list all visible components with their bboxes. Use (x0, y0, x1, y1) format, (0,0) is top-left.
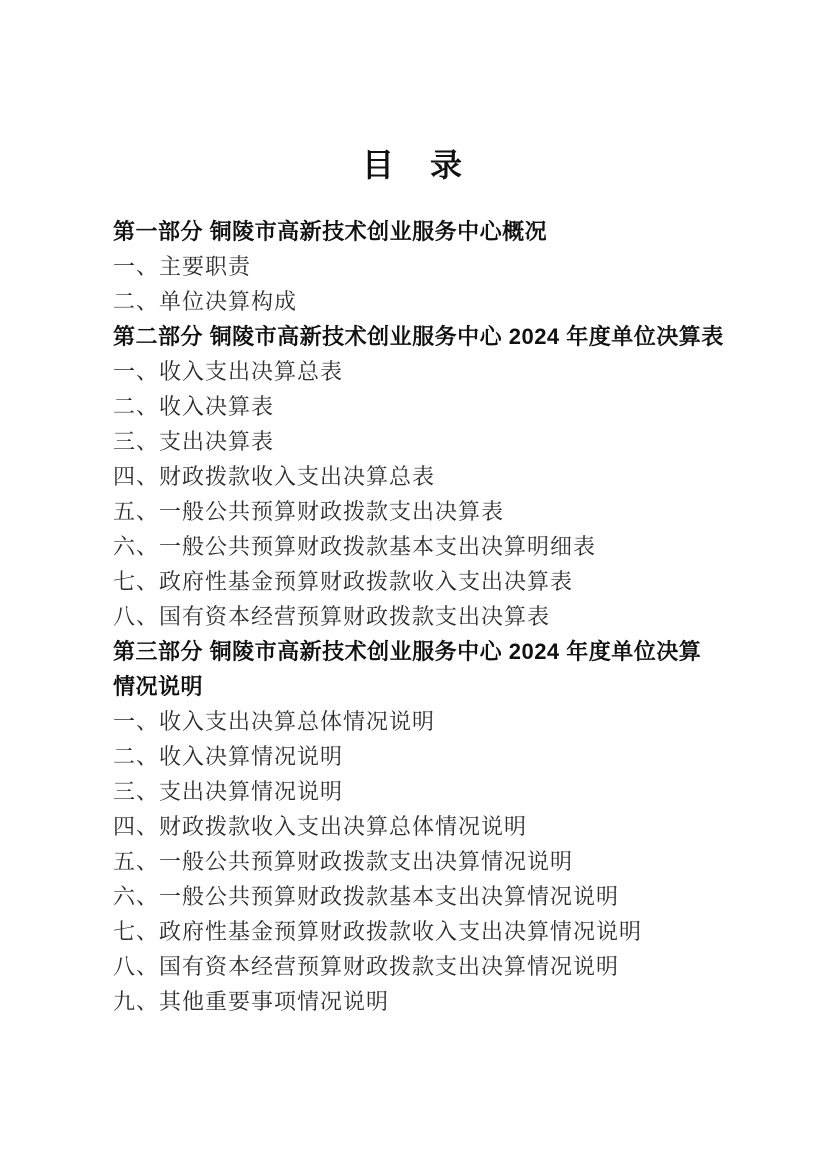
toc-item: 八、国有资本经营预算财政拨款支出决算表 (113, 604, 551, 629)
toc-item: 五、一般公共预算财政拨款支出决算情况说明 (113, 849, 574, 874)
section-3-heading: 第三部分 铜陵市高新技术创业服务中心 2024 年度单位决算情况说明 (113, 639, 702, 699)
toc-item: 二、收入决算情况说明 (113, 744, 344, 769)
toc-item: 二、单位决算构成 (113, 289, 298, 314)
toc-item: 七、政府性基金预算财政拨款收入支出决算表 (113, 569, 574, 594)
toc-item: 五、一般公共预算财政拨款支出决算表 (113, 499, 505, 524)
toc-item: 九、其他重要事项情况说明 (113, 989, 390, 1014)
toc-item: 四、财政拨款收入支出决算总表 (113, 464, 436, 489)
toc-item: 四、财政拨款收入支出决算总体情况说明 (113, 814, 528, 839)
toc-item: 一、收入支出决算总体情况说明 (113, 709, 436, 734)
toc-item: 六、一般公共预算财政拨款基本支出决算情况说明 (113, 884, 620, 909)
toc-title: 目 录 (361, 147, 464, 183)
toc-item: 八、国有资本经营预算财政拨款支出决算情况说明 (113, 954, 620, 979)
toc-item: 一、主要职责 (113, 254, 252, 279)
toc-item: 七、政府性基金预算财政拨款收入支出决算情况说明 (113, 919, 643, 944)
toc (113, 214, 724, 1019)
section-2-heading: 第二部分 铜陵市高新技术创业服务中心 2024 年度单位决算表 (113, 324, 724, 349)
toc-item: 三、支出决算表 (113, 429, 275, 454)
toc-item: 一、收入支出决算总表 (113, 359, 344, 384)
toc-item: 二、收入决算表 (113, 394, 275, 419)
section-1-heading: 第一部分 铜陵市高新技术创业服务中心概况 (113, 219, 548, 244)
toc-item: 三、支出决算情况说明 (113, 779, 344, 804)
toc-item: 六、一般公共预算财政拨款基本支出决算明细表 (113, 534, 597, 559)
